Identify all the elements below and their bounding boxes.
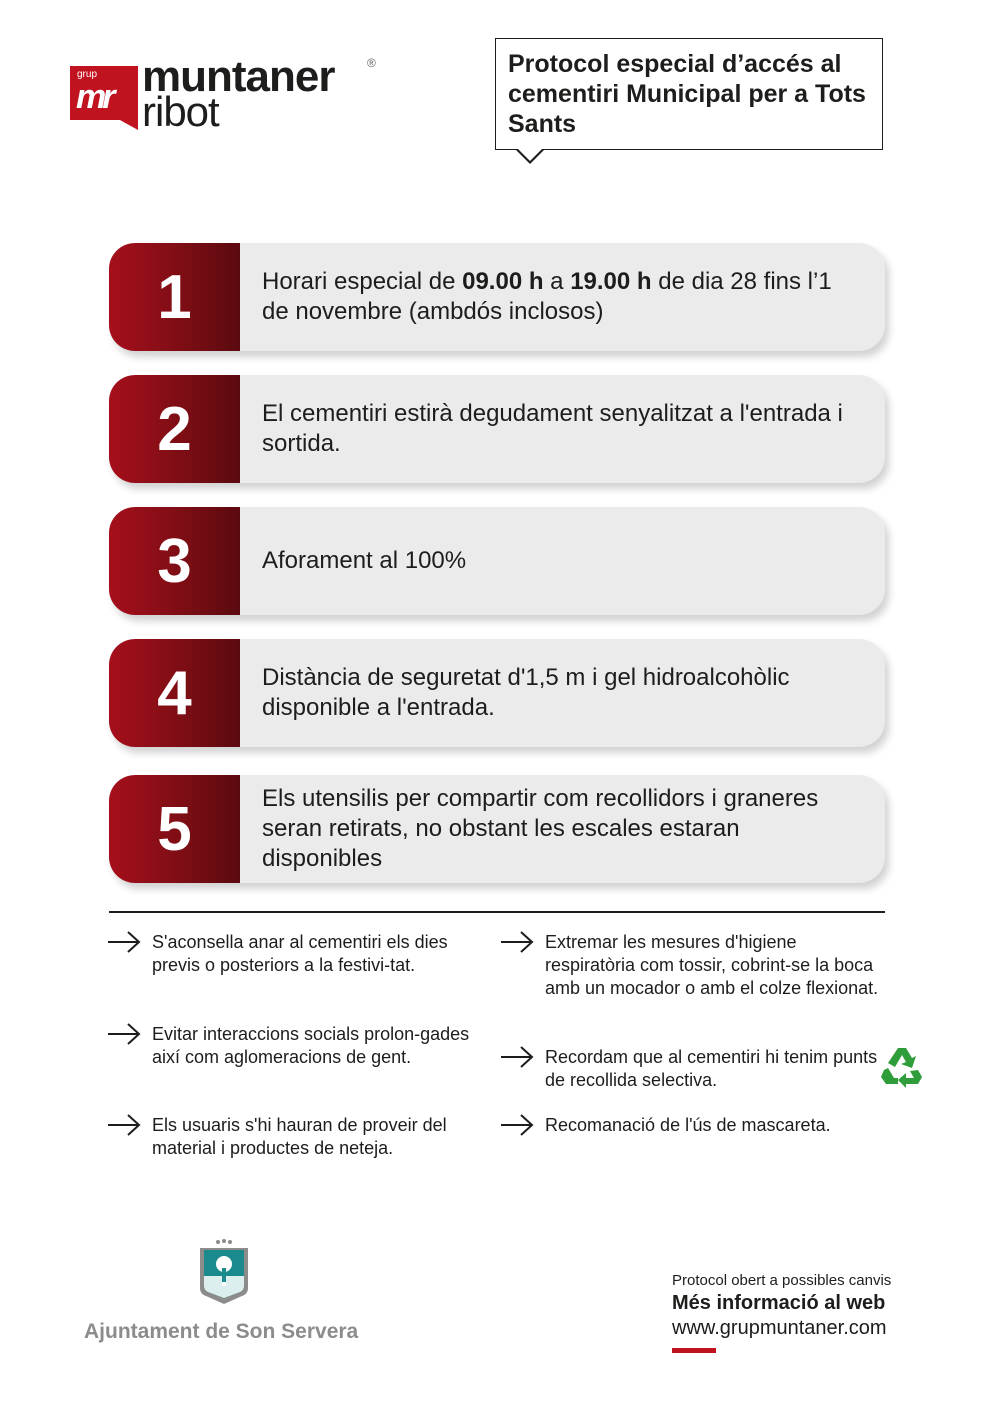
- logo-registered: ®: [367, 56, 376, 70]
- step-text: [262, 507, 845, 615]
- step-text-content: El cementiri estirà degudament senyalitzat a l'entrada i sortida.: [262, 400, 843, 457]
- step-2: [109, 375, 885, 483]
- town-crest-icon: [196, 1238, 252, 1310]
- step-number: 4: [109, 639, 240, 747]
- arrow-right-icon: [106, 1020, 142, 1048]
- arrow-right-icon: [499, 1043, 535, 1071]
- logo-mark-tail: [120, 120, 138, 130]
- tip-item: [152, 931, 487, 977]
- step-text: [262, 243, 845, 351]
- arrow-right-icon: [106, 928, 142, 956]
- tip-text: Recordam que al cementiri hi tenim punts de recollida selectiva.: [545, 1047, 878, 1090]
- section-divider: [109, 911, 885, 913]
- title-callout-tail-fill: [517, 148, 543, 161]
- step-text-part: a: [543, 268, 571, 295]
- step-text-content: [262, 267, 845, 327]
- tip-item: [152, 1114, 487, 1160]
- step-text-content: Els utensilis per compartir com recollidors i graneres seran retirats, no obstant les escales estaran disponibles: [262, 785, 819, 872]
- step-1: [109, 243, 885, 351]
- step-5: [109, 775, 885, 883]
- title-callout: [495, 38, 883, 150]
- tip-item: [545, 931, 885, 1000]
- step-text: [262, 375, 845, 483]
- tip-text: Els usuaris s'hi hauran de proveir del material i productes de neteja.: [152, 1115, 447, 1158]
- step-text-part: Horari especial de: [262, 268, 463, 295]
- logo-grup: grup: [77, 69, 98, 80]
- tip-item: [152, 1023, 482, 1069]
- footer-note: Protocol obert a possibles canvis: [672, 1272, 892, 1289]
- logo-word-ribot: ribot: [142, 88, 219, 135]
- footer-accent-bar: [672, 1348, 716, 1353]
- recycle-icon: [878, 1046, 924, 1090]
- logo-word-muntaner: muntaner: [142, 52, 335, 101]
- step-start-time: 09.00 h: [462, 268, 544, 295]
- step-4: [109, 639, 885, 747]
- step-end-time: 19.00 h: [570, 268, 652, 295]
- step-text-content: Distància de seguretat d'1,5 m i gel hidroalcohòlic disponible a l'entrada.: [262, 664, 790, 721]
- step-number: 5: [109, 775, 240, 883]
- step-3: [109, 507, 885, 615]
- footer-more-info: Més informació al web: [672, 1292, 886, 1314]
- step-number: 1: [109, 243, 240, 351]
- town-hall-name: Ajuntament de Son Servera: [84, 1320, 359, 1343]
- step-text-part: de dia 28 fins l’1 de novembre (ambdós inclosos): [262, 268, 832, 325]
- logo-mark: [70, 66, 138, 120]
- tip-text: Recomanació de l'ús de mascareta.: [545, 1115, 831, 1135]
- step-number: 2: [109, 375, 240, 483]
- tip-text: Extremar les mesures d'higiene respiratòria com tossir, cobrint-se la boca amb un mocador o amb el colze flexionat.: [545, 932, 879, 998]
- logo-mm-glyph: mr: [76, 78, 112, 116]
- page-title: Protocol especial d’accés al cementiri Municipal per a Tots Sants: [508, 50, 866, 138]
- footer-website-link[interactable]: www.grupmuntaner.com: [672, 1317, 887, 1339]
- step-text-content: Aforament al 100%: [262, 547, 467, 574]
- arrow-right-icon: [499, 928, 535, 956]
- tip-text: Evitar interaccions socials prolon-gades així com aglomeracions de gent.: [152, 1024, 470, 1067]
- muntaner-ribot-logo: [70, 54, 390, 134]
- tip-item: [545, 1114, 885, 1137]
- tip-text: S'aconsella anar al cementiri els dies previs o posteriors a la festivi-tat.: [152, 932, 448, 975]
- tip-item: [545, 1046, 880, 1092]
- arrow-right-icon: [106, 1111, 142, 1139]
- step-text: [262, 639, 845, 747]
- step-text: [262, 775, 845, 883]
- step-number: 3: [109, 507, 240, 615]
- arrow-right-icon: [499, 1111, 535, 1139]
